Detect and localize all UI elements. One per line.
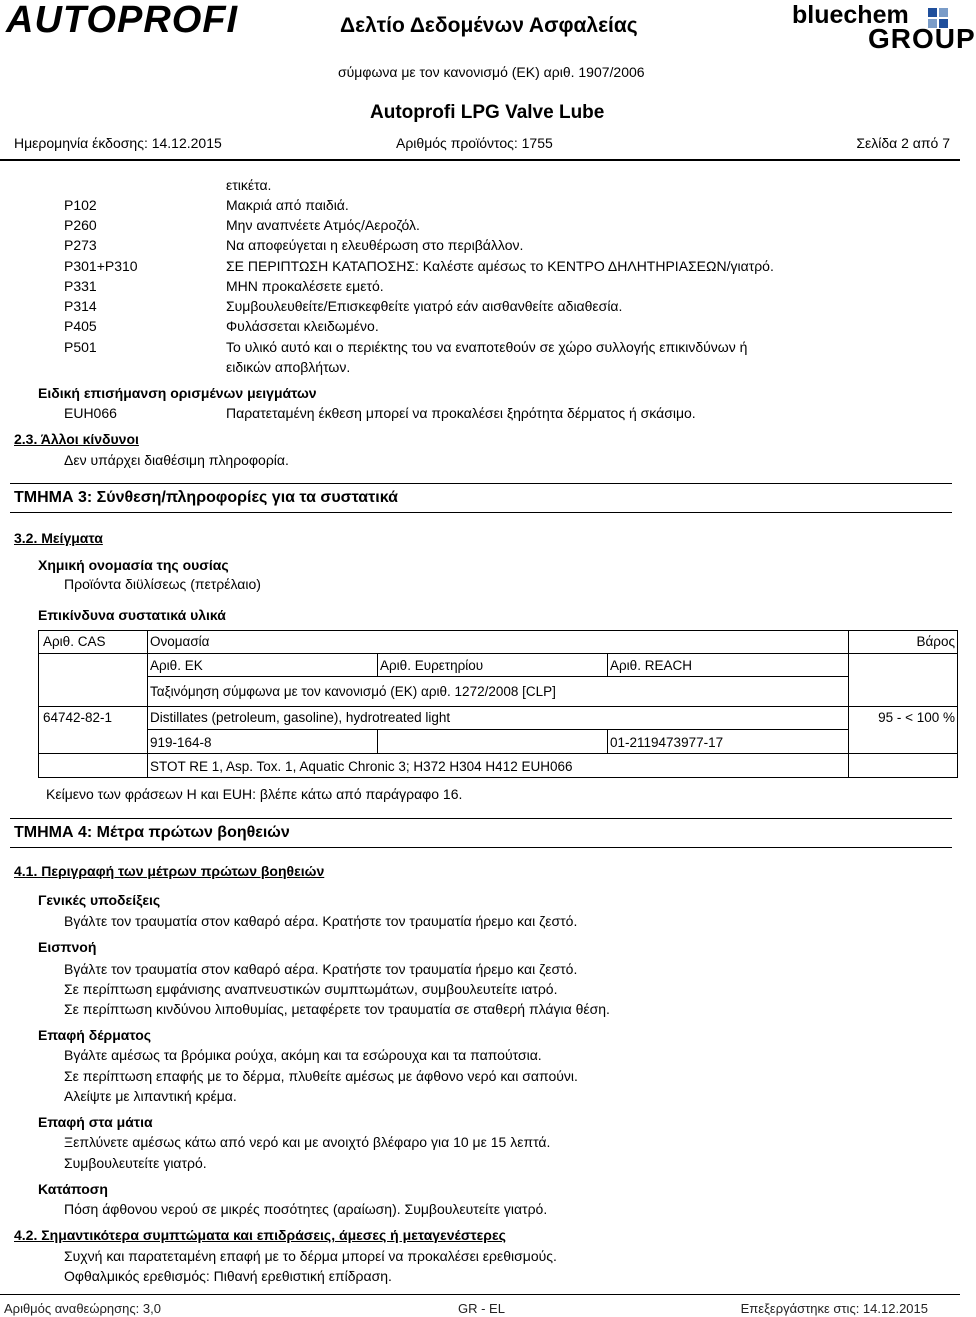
- h-phrases-note: Κείμενο των φράσεων H και EUH: βλέπε κάτω από παράγραφο 16.: [46, 786, 463, 802]
- general-advice-line: Βγάλτε τον τραυματία στον καθαρό αέρα. Κρατήστε τον τραυματία ήρεμο και ζεστό.: [64, 913, 578, 929]
- table-rule: [377, 653, 378, 676]
- cell-cas: 64742-82-1: [43, 710, 113, 725]
- issue-date: Ημερομηνία έκδοσης: 14.12.2015: [14, 135, 222, 151]
- logo-square-icon: [928, 8, 937, 17]
- p-code: P331: [64, 278, 97, 294]
- language-code: GR - EL: [458, 1301, 505, 1316]
- chemical-name: Προϊόντα διϋλίσεως (πετρέλαιο): [64, 576, 261, 592]
- other-hazards-text: Δεν υπάρχει διαθέσιμη πληροφορία.: [64, 452, 289, 468]
- p-text: Να αποφεύγεται η ελευθέρωση στο περιβάλλον.: [226, 237, 524, 253]
- chemical-name-heading: Χημική ονομασία της ουσίας: [38, 557, 229, 573]
- section-4-title: ΤΜΗΜΑ 4: Μέτρα πρώτων βοηθειών: [14, 824, 290, 841]
- section-3-bar: [10, 483, 952, 513]
- p-code: P501: [64, 339, 97, 355]
- skin-contact-line: Βγάλτε αμέσως τα βρόμικα ρούχα, ακόμη και τα εσώρουχα και τα παπούτσια.: [64, 1047, 542, 1063]
- p-code: P102: [64, 197, 97, 213]
- symptoms-heading: 4.2. Σημαντικότερα συμπτώματα και επιδράσεις, άμεσες ή μεταγενέστερες: [14, 1227, 506, 1243]
- euh-code: EUH066: [64, 405, 117, 421]
- eye-contact-line: Ξεπλύνετε αμέσως κάτω από νερό και με ανοιχτό βλέφαρο για 10 με 15 λεπτά.: [64, 1134, 551, 1150]
- p-statement-continuation: ετικέτα.: [226, 177, 272, 193]
- eye-contact-heading: Επαφή στα μάτια: [38, 1114, 153, 1130]
- first-aid-description-heading: 4.1. Περιγραφή των μέτρων πρώτων βοηθειών: [14, 863, 325, 879]
- cell-reach: 01-2119473977-17: [610, 735, 724, 750]
- cell-weight: 95 - < 100 %: [878, 710, 955, 725]
- table-rule: [607, 653, 608, 676]
- p-code: P314: [64, 298, 97, 314]
- col-header-classification: Ταξινόμηση σύμφωνα με τον κανονισμό (ΕΚ) αριθ. 1272/2008 [CLP]: [150, 684, 556, 699]
- eye-contact-line: Συμβουλευτείτε γιατρό.: [64, 1155, 207, 1171]
- autoprofi-logo: AUTOPROFI: [6, 0, 239, 41]
- cell-ec: 919-164-8: [150, 735, 212, 750]
- ingestion-heading: Κατάποση: [38, 1181, 108, 1197]
- p-text: ΜΗΝ προκαλέσετε εμετό.: [226, 278, 384, 294]
- col-header-index: Αριθ. Ευρετηρίου: [380, 658, 484, 673]
- col-header-reach: Αριθ. REACH: [610, 658, 692, 673]
- section-4-bar: [10, 818, 952, 848]
- table-rule: [148, 729, 849, 730]
- revision-number: Αριθμός αναθεώρησης: 3,0: [4, 1301, 161, 1316]
- hazardous-components-table: [38, 630, 958, 778]
- section-3-title: ΤΜΗΜΑ 3: Σύνθεση/πληροφορίες για τα συστατικά: [14, 489, 398, 506]
- product-number: Αριθμός προϊόντος: 1755: [396, 135, 553, 151]
- cell-classification: STOT RE 1, Asp. Tox. 1, Aquatic Chronic 3; H372 H304 H412 EUH066: [150, 759, 573, 774]
- special-labelling-heading: Ειδική επισήμανση ορισμένων μειγμάτων: [38, 385, 317, 401]
- logo-text-bluechem: bluechem: [792, 1, 909, 29]
- inhalation-heading: Εισπνοή: [38, 939, 97, 955]
- logo-text-group: GROUP: [868, 23, 976, 54]
- col-header-cas: Αριθ. CAS: [43, 634, 106, 649]
- euh-text: Παρατεταμένη έκθεση μπορεί να προκαλέσει ξηρότητα δέρματος ή σκάσιμο.: [226, 405, 696, 421]
- general-advice-heading: Γενικές υποδείξεις: [38, 892, 161, 908]
- p-text-continuation: ειδικών αποβλήτων.: [226, 359, 351, 375]
- table-rule: [607, 729, 608, 753]
- p-code: P273: [64, 237, 97, 253]
- p-code: P405: [64, 318, 97, 334]
- document-title: Δελτίο Δεδομένων Ασφαλείας: [340, 14, 638, 37]
- symptoms-line: Οφθαλμικός ερεθισμός: Πιθανή ερεθιστική επίδραση.: [64, 1268, 392, 1284]
- mixtures-heading: 3.2. Μείγματα: [14, 530, 103, 546]
- inhalation-line: Βγάλτε τον τραυματία στον καθαρό αέρα. Κρατήστε τον τραυματία ήρεμο και ζεστό.: [64, 961, 578, 977]
- p-text: ΣΕ ΠΕΡΙΠΤΩΣΗ ΚΑΤΑΠΟΣΗΣ: Καλέστε αμέσως το ΚΕΝΤΡΟ ΔΗΛΗΤΗΡΙΑΣΕΩΝ/γιατρό.: [226, 258, 774, 274]
- p-code: P301+P310: [64, 258, 138, 274]
- product-name: Autoprofi LPG Valve Lube: [370, 102, 605, 123]
- skin-contact-line: Σε περίπτωση επαφής με το δέρμα, πλυθείτε αμέσως με άφθονο νερό και σαπούνι.: [64, 1068, 578, 1084]
- table-rule: [39, 653, 957, 654]
- ingestion-line: Πόση άφθονου νερού σε μικρές ποσότητες (αραίωση). Συμβουλευτείτε γιατρό.: [64, 1201, 548, 1217]
- regulation-line: σύμφωνα με τον κανονισμό (ΕΚ) αριθ. 1907/2006: [338, 64, 645, 80]
- bluechem-group-logo: [792, 1, 976, 54]
- p-code: P260: [64, 217, 97, 233]
- col-header-ec: Αριθ. ΕΚ: [150, 658, 203, 673]
- p-text: Συμβουλευθείτε/Επισκεφθείτε γιατρό εάν αισθανθείτε αδιαθεσία.: [226, 298, 623, 314]
- hazardous-components-heading: Επικίνδυνα συστατικά υλικά: [38, 607, 226, 623]
- symptoms-line: Συχνή και παρατεταμένη επαφή με το δέρμα μπορεί να προκαλέσει ερεθισμούς.: [64, 1248, 557, 1264]
- table-rule: [147, 631, 148, 777]
- inhalation-line: Σε περίπτωση κινδύνου λιποθυμίας, μεταφέρετε τον τραυματία σε σταθερή πλάγια θέση.: [64, 1001, 610, 1017]
- col-header-weight: Βάρος: [916, 634, 955, 649]
- skin-contact-line: Αλείψτε με λιπαντική κρέμα.: [64, 1088, 237, 1104]
- page-number: Σελίδα 2 από 7: [856, 135, 950, 151]
- footer-divider: [0, 1294, 960, 1295]
- table-rule: [39, 706, 957, 707]
- skin-contact-heading: Επαφή δέρματος: [38, 1027, 152, 1043]
- p-text: Μακριά από παιδιά.: [226, 197, 349, 213]
- processed-date: Επεξεργάστηκε στις: 14.12.2015: [740, 1301, 928, 1316]
- header-divider: [0, 159, 960, 161]
- table-rule: [848, 631, 849, 777]
- table-rule: [377, 729, 378, 753]
- p-text: Μην αναπνέετε Ατμός/Αεροζόλ.: [226, 217, 420, 233]
- inhalation-line: Σε περίπτωση εμφάνισης αναπνευστικών συμπτωμάτων, συμβουλευτείτε ιατρό.: [64, 981, 558, 997]
- cell-name: Distillates (petroleum, gasoline), hydrotreated light: [150, 710, 451, 725]
- logo-square-icon: [939, 8, 948, 17]
- p-text: Φυλάσσεται κλειδωμένο.: [226, 318, 379, 334]
- col-header-name: Ονομασία: [150, 634, 210, 649]
- table-rule: [148, 676, 849, 677]
- p-text: Το υλικό αυτό και ο περιέκτης του να εναποτεθούν σε χώρο συλλογής επικινδύνων ή: [226, 339, 748, 355]
- other-hazards-heading: 2.3. Άλλοι κίνδυνοι: [14, 431, 139, 447]
- table-rule: [39, 753, 957, 754]
